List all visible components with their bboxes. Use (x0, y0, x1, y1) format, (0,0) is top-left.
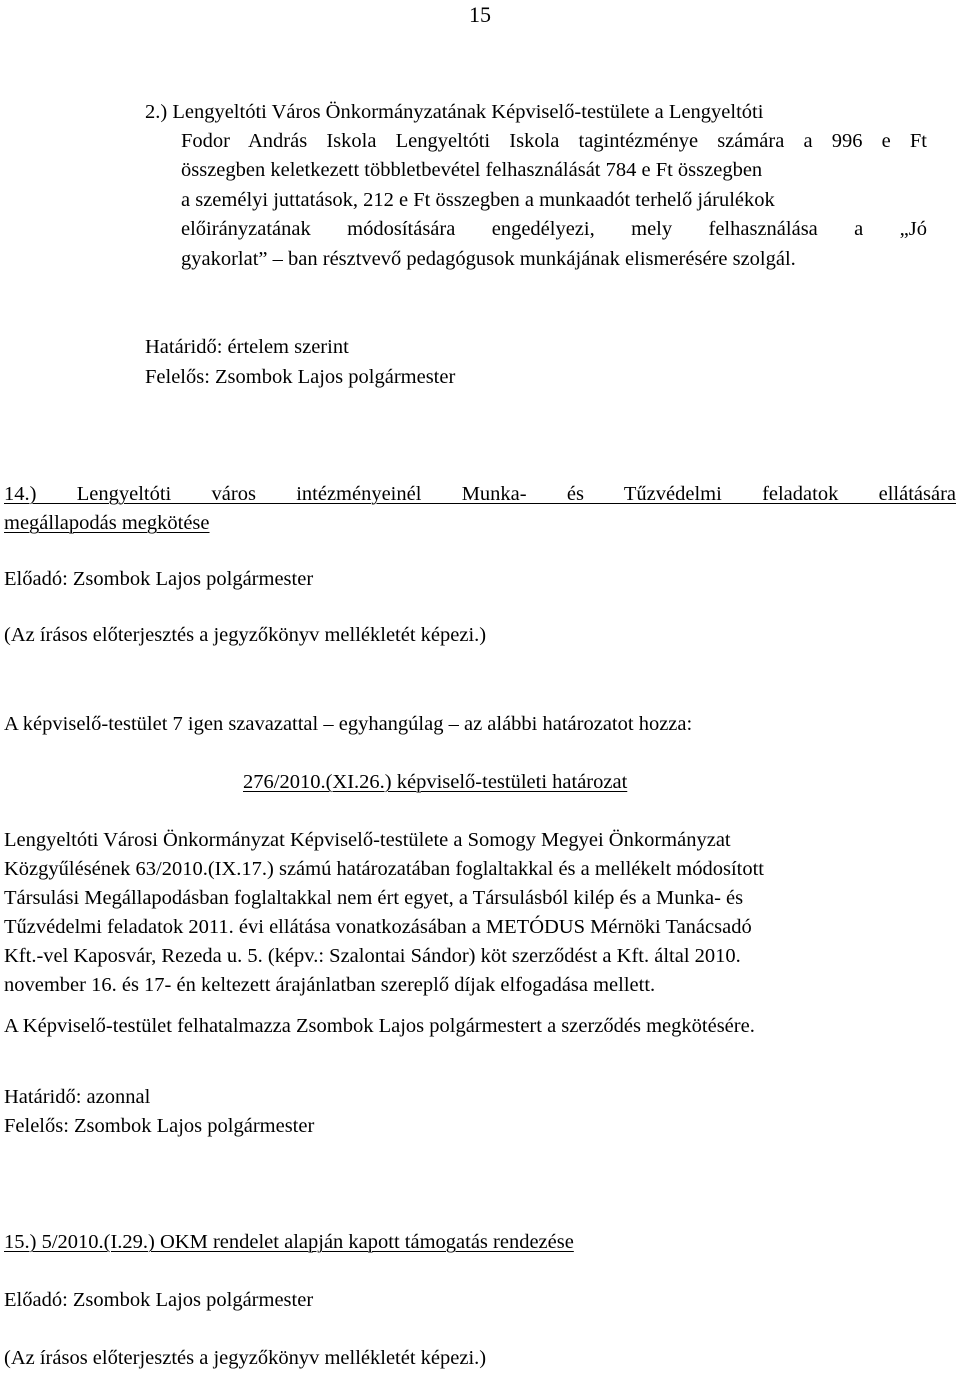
resolution-body-line: november 16. és 17- én keltezett árajánlatban szereplő díjak elfogadása mellett. (4, 974, 656, 996)
item-2-responsible: Felelős: Zsombok Lajos polgármester (145, 366, 456, 388)
item-2-line: előirányzatának módosítására engedélyezi, mely felhasználása a „Jó (181, 218, 927, 240)
item-15-title: 15.) 5/2010.(I.29.) OKM rendelet alapján kapott támogatás rendezése (4, 1231, 574, 1253)
item-2-line: összegben keletkezett többletbevétel felhasználását 784 e Ft összegben (181, 159, 763, 181)
resolution-body-line: Közgyűlésének 63/2010.(IX.17.) számú határozatában foglaltakkal és a mellékelt módosított (4, 858, 764, 880)
item-14-note: (Az írásos előterjesztés a jegyzőkönyv mellékletét képezi.) (4, 624, 487, 646)
resolution-body-line: Tűzvédelmi feladatok 2011. évi ellátása vonatkozásában a METÓDUS Mérnöki Tanácsadó (4, 916, 752, 938)
item-14-title-line: 14.) Lengyeltóti város intézményeinél Munka- és Tűzvédelmi feladatok ellátására (4, 483, 956, 505)
item-2-line: Fodor András Iskola Lengyeltóti Iskola tagintézménye számára a 996 e Ft (181, 130, 927, 152)
item-2-line: gyakorlat” – ban résztvevő pedagógusok munkájának elismerésére szolgál. (181, 248, 796, 270)
resolution-body-line: Lengyeltóti Városi Önkormányzat Képviselő-testülete a Somogy Megyei Önkormányzat (4, 829, 731, 851)
page-number: 15 (469, 2, 491, 27)
item-14-presenter: Előadó: Zsombok Lajos polgármester (4, 568, 314, 590)
item-15-note: (Az írásos előterjesztés a jegyzőkönyv mellékletét képezi.) (4, 1347, 487, 1369)
item-2-line: 2.) Lengyeltóti Város Önkormányzatának Képviselő-testülete a Lengyeltóti (145, 101, 764, 123)
item-14-title-line: megállapodás megkötése (4, 512, 210, 534)
item-2-line: a személyi juttatások, 212 e Ft összegben a munkaadót terhelő járulékok (181, 189, 775, 211)
item-14-deadline: Határidő: azonnal (4, 1086, 151, 1108)
item-14-responsible: Felelős: Zsombok Lajos polgármester (4, 1115, 315, 1137)
item-14-vote: A képviselő-testület 7 igen szavazattal – egyhangúlag – az alábbi határozatot hozza: (4, 713, 693, 735)
item-15-presenter: Előadó: Zsombok Lajos polgármester (4, 1289, 314, 1311)
resolution-body-line: Társulási Megállapodásban foglaltakkal nem ért egyet, a Társulásból kilép és a Munka- és (4, 887, 744, 909)
resolution-title: 276/2010.(XI.26.) képviselő-testületi határozat (243, 771, 628, 793)
resolution-body-line: Kft.-vel Kaposvár, Rezeda u. 5. (képv.: Szalontai Sándor) köt szerződést a Kft. által 2010. (4, 945, 741, 967)
resolution-authorization: A Képviselő-testület felhatalmazza Zsombok Lajos polgármestert a szerződés megkötésére. (4, 1015, 755, 1037)
item-2-deadline: Határidő: értelem szerint (145, 336, 349, 358)
